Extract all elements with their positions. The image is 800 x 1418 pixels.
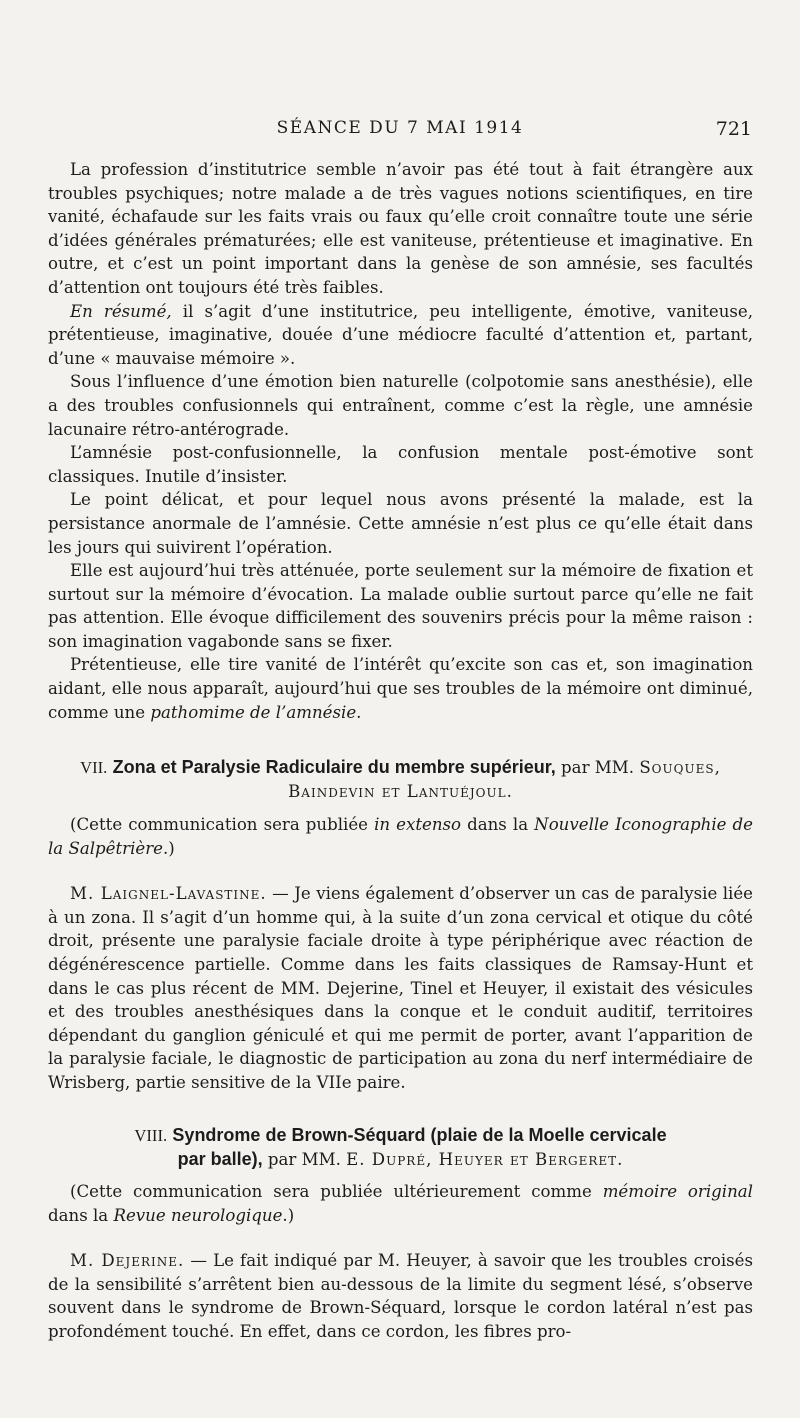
running-header: [48, 118, 752, 144]
section-authors: E. Dupré, Heuyer et Bergeret.: [346, 1149, 624, 1169]
resume-paragraph: [48, 300, 753, 371]
header-title: SÉANCE DU 7 MAI 1914: [276, 118, 524, 138]
authors-prefix: par MM.: [262, 1149, 347, 1169]
resume-text: il s’agit d’une institutrice, peu intelligente, émotive, vaniteuse, prétentieuse, imaginative, douée d’une médiocre faculté d’attention et, partant, d’une « mauvaise mémoire ».: [48, 301, 753, 368]
note-text: (Cette communication sera publiée ultérieurement comme: [70, 1182, 603, 1201]
note-italic: in extenso: [374, 815, 462, 834]
section-7-body: [48, 813, 753, 1095]
section-authors: Souques, Baindevin et Lantuéjoul.: [288, 758, 721, 801]
conclusion-italic: pathomime de l’amnésie: [150, 702, 357, 722]
note-italic: mémoire original: [602, 1182, 753, 1201]
paragraph: L’amnésie post-confusionnelle, la confusion mentale post-émotive sont classiques. Inutile d’insister.: [48, 443, 753, 486]
section-number: VIII.: [134, 1126, 168, 1145]
section-8-title-line2: [48, 1148, 753, 1172]
paragraph: Le point délicat, et pour lequel nous avons présenté la malade, est la persistance anormale de l’amnésie. Cette amnésie n’est plus ce qu’elle était dans les jours qui suivirent l’opération.: [48, 490, 753, 557]
speaker-name: M. Dejerine.: [70, 1251, 185, 1271]
section-title: Zona et Paralysie Radiculaire du membre supérieur,: [112, 757, 556, 777]
section-title: Syndrome de Brown-Séquard (plaie de la Moelle cervicale: [172, 1125, 667, 1145]
note-text: .): [282, 1205, 295, 1225]
speaker-name: M. Laignel-Lavastine.: [70, 884, 267, 904]
speech-text: — Je viens également d’observer un cas de paralysie liée à un zona. Il s’agit d’un homme qui, à la suite d’un zona cervical et otique du côté droit, présente une paralysie faciale droite à type périphérique avec réaction de dégénérescence partielle. Comme dans les faits classiques de Ramsay-Hunt et dans le cas plus récent de MM. Dejerine, Tinel et Heuyer, il existait des vésicules et des troubles anesthésiques dans la conque et le conduit auditif, territoires dépendant du ganglion géniculé et qui me permit de porter, avant l’apparition de la paralysie faciale, le diagnostic de participation au zona du nerf intermédiaire de Wrisberg, partie sensitive de la VIIe paire.: [48, 884, 753, 1092]
discussion-paragraph: [48, 1249, 753, 1343]
publication-note: [48, 1180, 753, 1227]
conclusion-end: .: [356, 702, 362, 722]
paragraph: La profession d’institutrice semble n’avoir pas été tout à fait étrangère aux troubles psychiques; notre malade a de très vagues notions scientifiques, en tire vanité, échafaude sur les faits vrais ou faux qu’elle croit connaître toute une série d’idées générales prématurées; elle est vaniteuse, prétentieuse et imaginative. En outre, et c’est un point important dans la genèse de son amnésie, ses facultés d’attention ont toujours été très faibles.: [48, 160, 753, 297]
section-8-title-line1: [48, 1124, 753, 1148]
case-discussion: [48, 158, 753, 724]
conclusion-text: Prétentieuse, elle tire vanité de l’intérêt qu’excite son cas et, son imagination aidant, elle nous apparaît, aujourd’hui que ses troubles de la mémoire ont diminué, comme une: [48, 655, 753, 722]
page-number: 721: [715, 118, 752, 140]
section-number: VII.: [80, 758, 108, 777]
speech-text: — Le fait indiqué par M. Heuyer, à savoir que les troubles croisés de la sensibilité s’arrêtent bien au-dessous de la limite du segment lésé, s’observe souvent dans le syndrome de Brown-Séquard, lorsque le cordon latéral n’est pas profondément touché. En effet, dans ce cordon, les fibres pro-: [48, 1251, 753, 1341]
note-text: (Cette communication sera publiée: [70, 815, 375, 834]
paragraph: Sous l’influence d’une émotion bien naturelle (colpotomie sans anesthésie), elle a des troubles confusionnels qui entraînent, comme c’est la règle, une amnésie lacunaire rétro-antérograde.: [48, 372, 753, 439]
note-text: .): [162, 838, 175, 858]
journal-name: Nouvelle Iconographie de la Salpêtrière: [48, 815, 753, 858]
authors-prefix: par MM.: [555, 758, 640, 777]
resume-lead: En résumé,: [70, 301, 172, 321]
section-8-heading: [48, 1124, 753, 1171]
note-text: dans la: [48, 1205, 114, 1225]
publication-note: [48, 813, 753, 860]
paragraph: Elle est aujourd’hui très atténuée, porte seulement sur la mémoire de fixation et surtout sur la mémoire d’évocation. La malade oublie surtout parce qu’elle ne fait pas attention. Elle évoque difficilement des souvenirs précis pour la même raison : son imagination vagabonde sans se fixer.: [48, 561, 753, 651]
section-title-cont: par balle),: [177, 1148, 263, 1169]
discussion-paragraph: [48, 882, 753, 1094]
conclusion-paragraph: [48, 653, 753, 724]
section-8-body: [48, 1180, 753, 1344]
note-text: dans la: [461, 815, 535, 834]
journal-name: Revue neurologique: [113, 1205, 283, 1225]
section-7-heading: [48, 756, 753, 803]
